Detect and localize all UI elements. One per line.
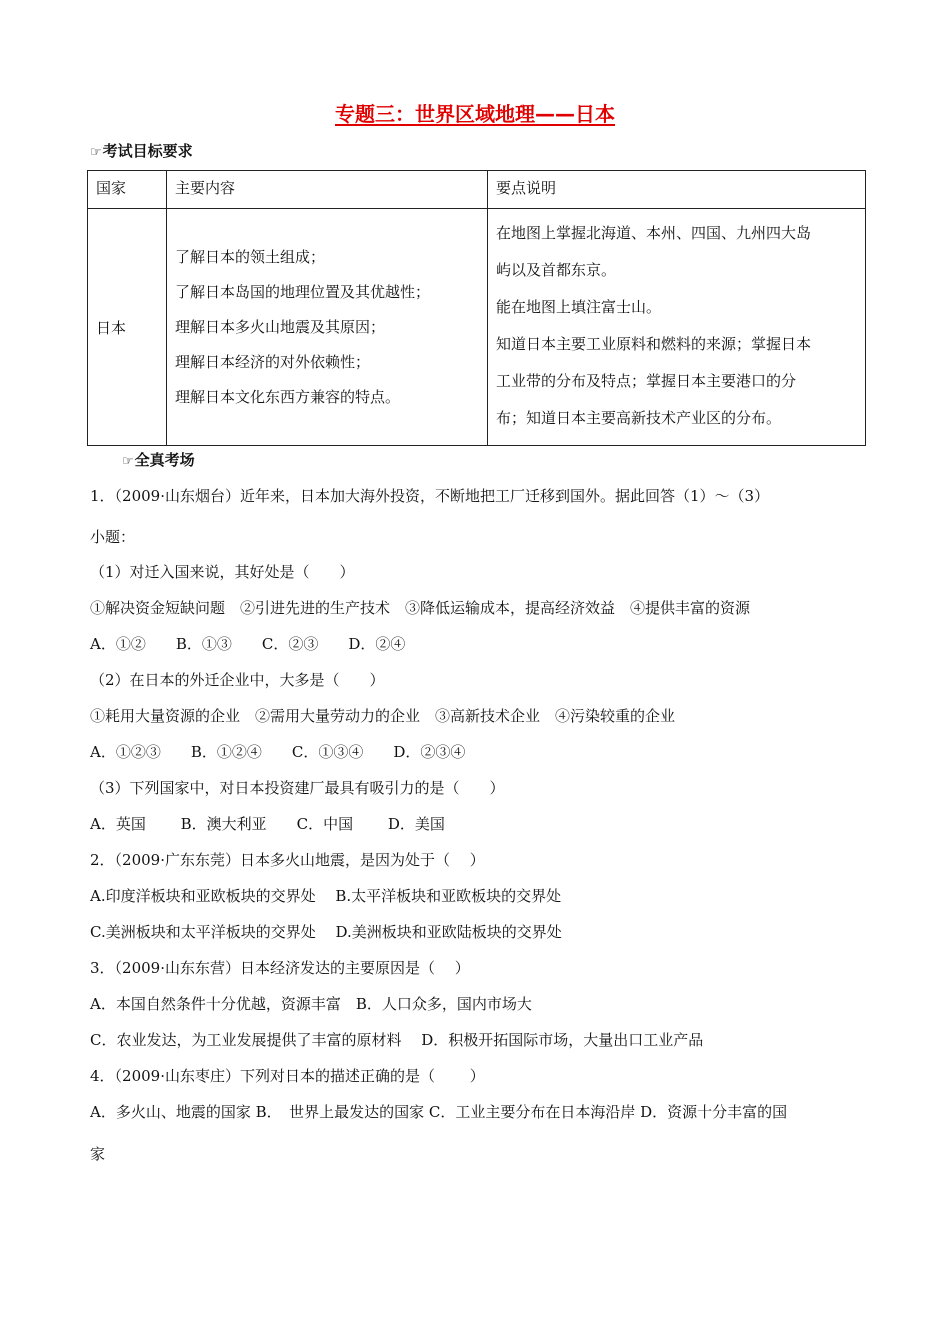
question-4-options-cont: 家 (90, 1145, 106, 1163)
requirements-table (87, 170, 866, 446)
header-content: 主要内容 (167, 171, 488, 209)
question-3-options-ab: A．本国自然条件十分优越，资源丰富 B．人口众多，国内市场大 (90, 995, 532, 1013)
question-1-stem-cont: 小题： (90, 528, 136, 546)
question-3-stem: 3．（2009·山东东营）日本经济发达的主要原因是（ ） (90, 959, 470, 977)
subquestion-2-options: A．①②③ B．①②④ C．①③④ D．②③④ (90, 743, 466, 761)
pointing-hand-icon: ☞ (122, 454, 134, 469)
point-line: 布；知道日本主要高新技术产业区的分布。 (496, 409, 782, 427)
question-2-options-ab: A.印度洋板块和亚欧板块的交界处 B.太平洋板块和亚欧板块的交界处 (90, 887, 562, 905)
point-line: 工业带的分布及特点；掌握日本主要港口的分 (496, 372, 797, 390)
subquestion-1-options: A．①② B．①③ C．②③ D．②④ (90, 635, 406, 653)
point-line: 能在地图上填注富士山。 (496, 298, 662, 316)
subquestion-3: （3）下列国家中，对日本投资建厂最具有吸引力的是（ ） (90, 779, 505, 797)
header-country: 国家 (88, 171, 167, 209)
point-line: 屿以及首都东京。 (496, 261, 617, 279)
subquestion-3-options: A．英国 B．澳大利亚 C．中国 D．美国 (90, 815, 445, 833)
exam-goal-heading-text: 考试目标要求 (102, 142, 193, 160)
points-cell (488, 209, 866, 446)
pointing-hand-icon: ☞ (90, 145, 102, 160)
table-header-row (88, 171, 866, 209)
document-title: 专题三：世界区域地理——日本 (335, 102, 615, 126)
content-item: 理解日本经济的对外依赖性； (175, 352, 371, 371)
subquestion-1: （1）对迁入国来说，其好处是（ ） (90, 563, 355, 581)
question-4-options: A．多火山、地震的国家 B． 世界上最发达的国家 C．工业主要分布在日本海沿岸 D．资源十分丰富的国 (90, 1103, 788, 1121)
content-item: 理解日本文化东西方兼容的特点。 (175, 387, 401, 406)
question-2-stem: 2．（2009·广东东莞）日本多火山地震，是因为处于（ ） (90, 851, 485, 869)
subquestion-2-items: ①耗用大量资源的企业 ②需用大量劳动力的企业 ③高新技术企业 ④污染较重的企业 (90, 707, 676, 725)
question-3-options-cd: C．农业发达，为工业发展提供了丰富的原材料 D．积极开拓国际市场，大量出口工业产品 (90, 1031, 704, 1049)
header-points: 要点说明 (488, 171, 866, 209)
content-item: 了解日本岛国的地理位置及其优越性； (175, 282, 431, 301)
content-cell (167, 209, 488, 446)
subquestion-2: （2）在日本的外迁企业中，大多是（ ） (90, 671, 385, 689)
question-4-stem: 4．（2009·山东枣庄）下列对日本的描述正确的是（ ） (90, 1067, 485, 1085)
exam-section-heading (122, 449, 195, 470)
question-2-options-cd: C.美洲板块和太平洋板块的交界处 D.美洲板块和亚欧陆板块的交界处 (90, 923, 562, 941)
content-item: 了解日本的领土组成； (175, 247, 326, 266)
point-line: 知道日本主要工业原料和燃料的来源；掌握日本 (496, 335, 812, 353)
table-row (88, 209, 866, 446)
country-cell: 日本 (88, 209, 167, 446)
content-item: 理解日本多火山地震及其原因； (175, 317, 386, 336)
question-1-stem: 1．（2009·山东烟台）近年来，日本加大海外投资，不断地把工厂迁移到国外。据此回答（1）～（3） (90, 487, 770, 505)
exam-goal-heading (90, 140, 193, 161)
point-line: 在地图上掌握北海道、本州、四国、九州四大岛 (496, 224, 812, 242)
exam-section-heading-text: 全真考场 (134, 451, 195, 469)
subquestion-1-items: ①解决资金短缺问题 ②引进先进的生产技术 ③降低运输成本，提高经济效益 ④提供丰富的资源 (90, 599, 751, 617)
